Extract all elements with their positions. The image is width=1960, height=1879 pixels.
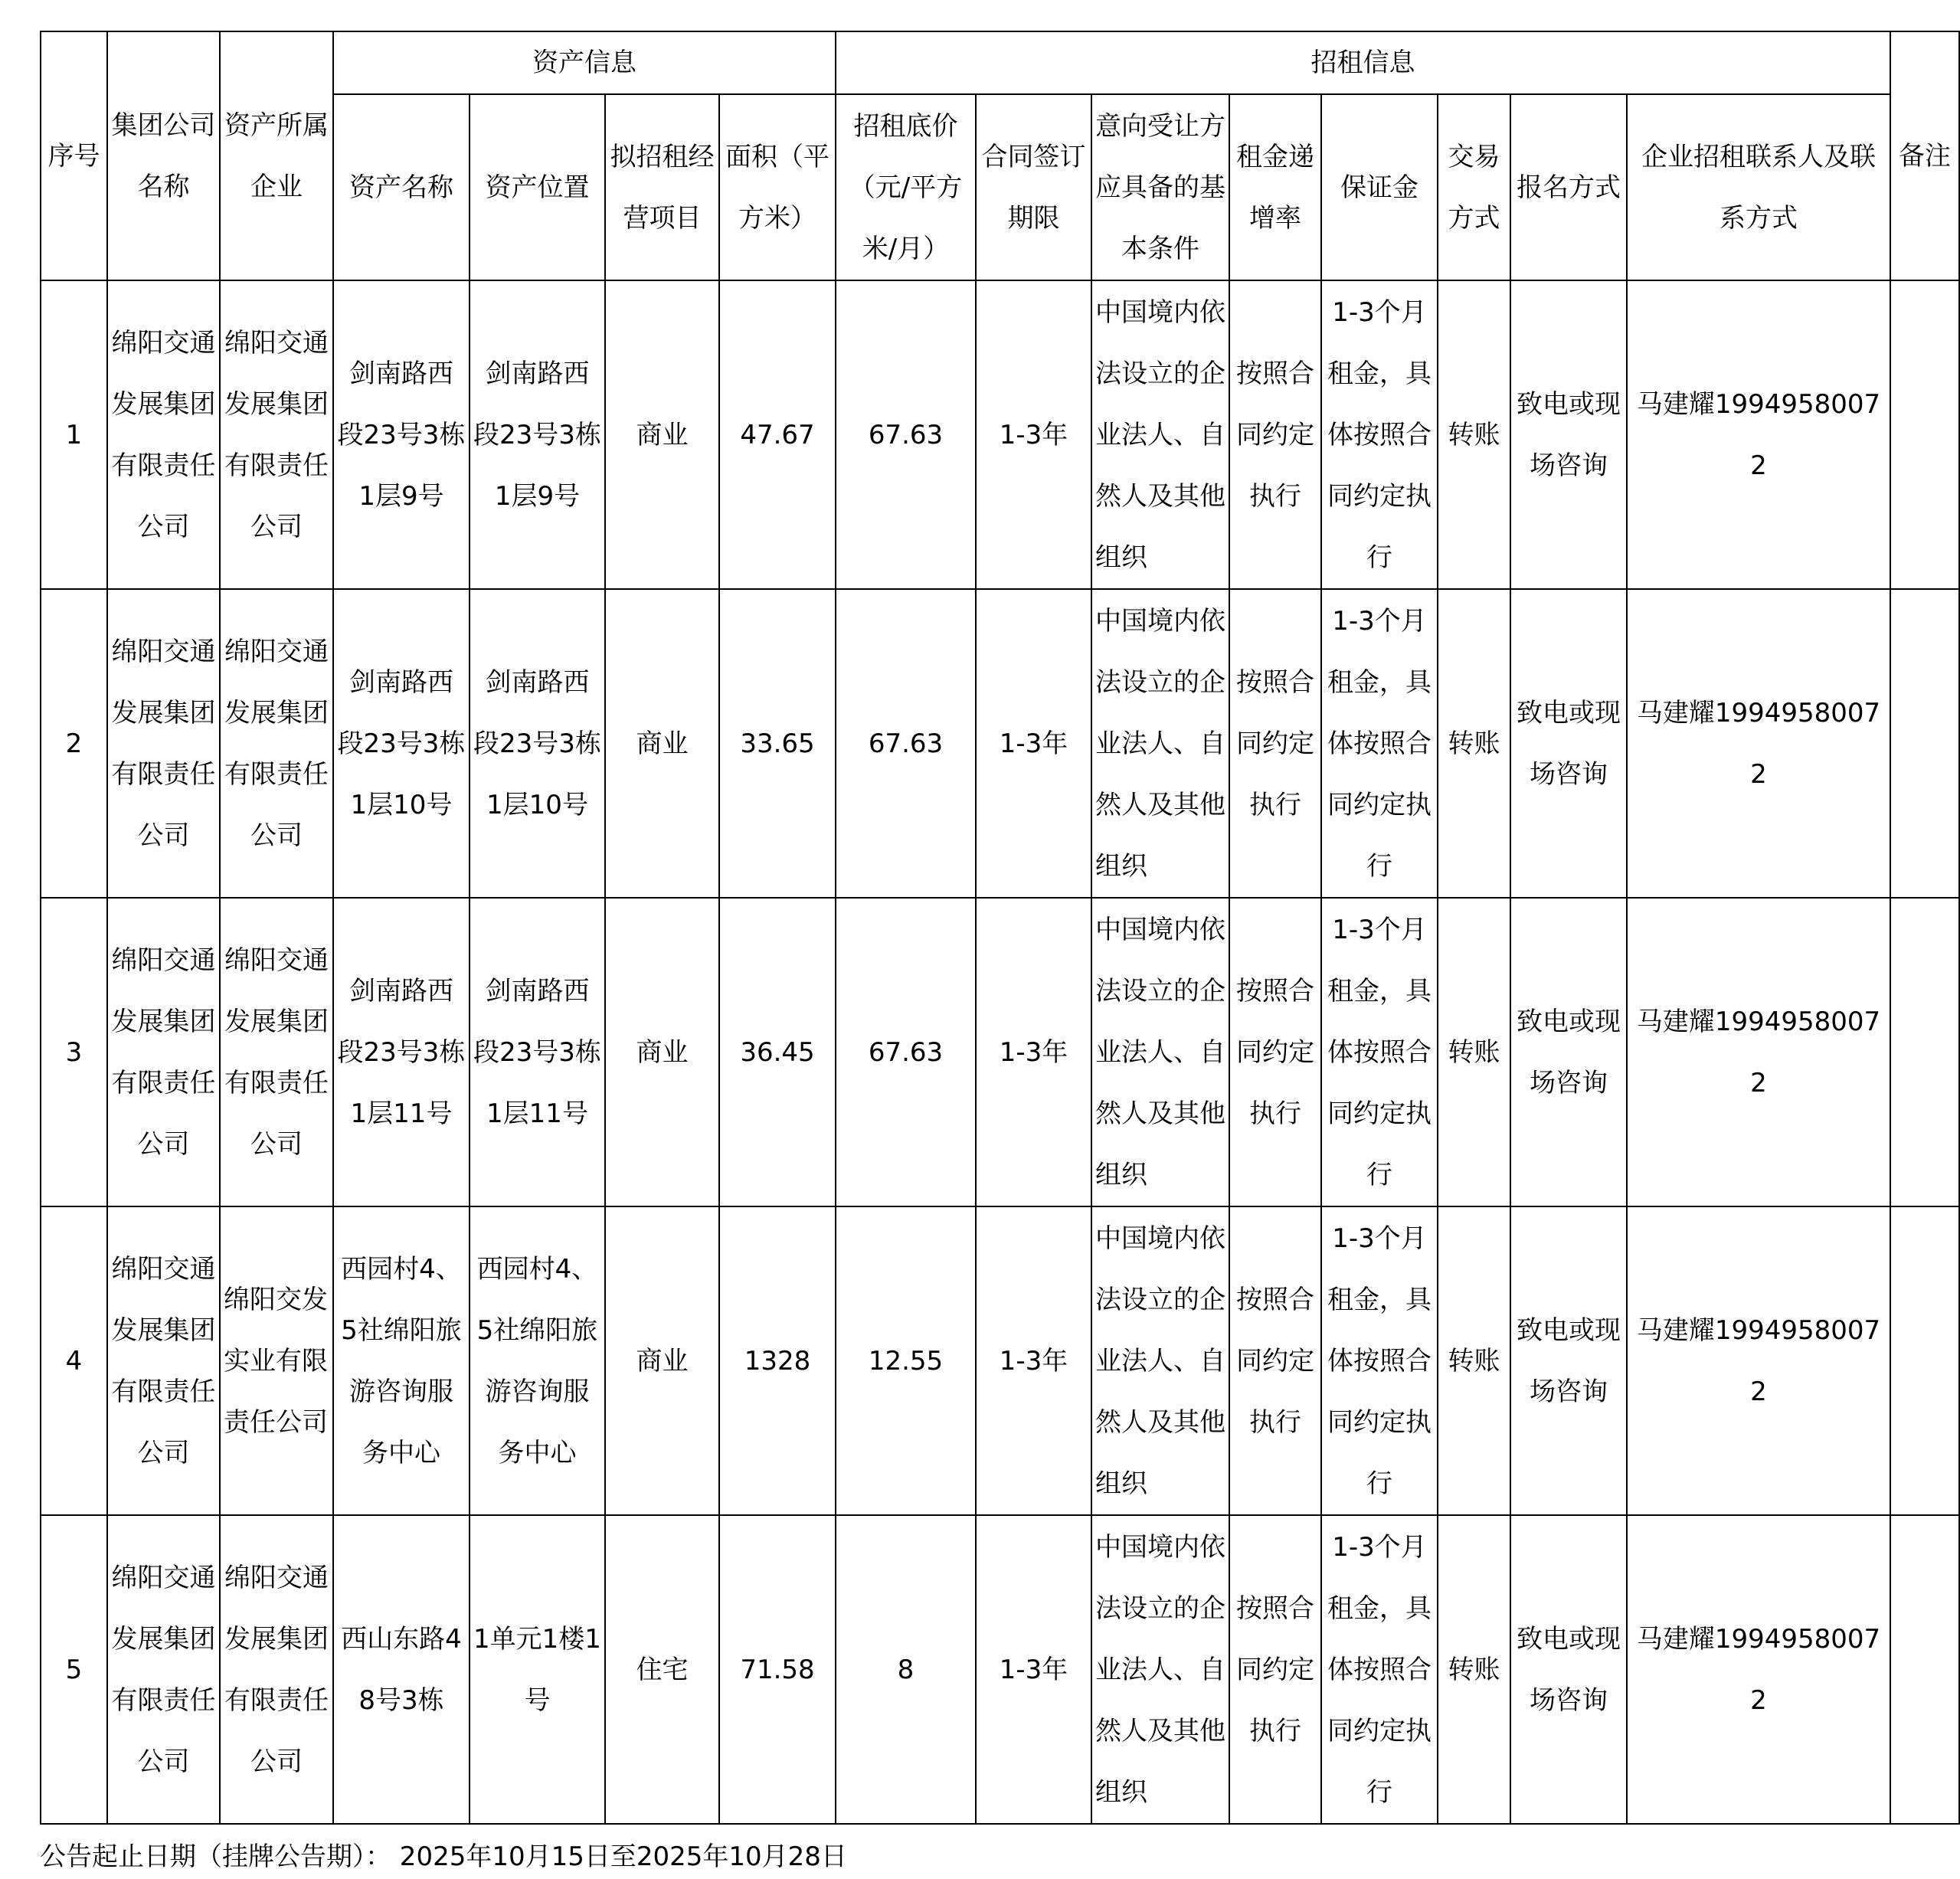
asset-owner-cell: 绵阳交发实业有限责任公司 — [220, 1206, 333, 1515]
remark-cell — [1890, 280, 1959, 589]
asset-location-cell: 剑南路西段23号3栋1层10号 — [470, 589, 605, 898]
rent-increase-cell: 按照合同约定执行 — [1229, 1206, 1321, 1515]
header-rent-increase: 租金递增率 — [1229, 94, 1321, 280]
deposit-cell: 1-3个月租金，具体按照合同约定执行 — [1321, 280, 1438, 589]
table-row — [41, 1515, 1959, 1824]
seq-cell: 5 — [41, 1515, 107, 1824]
group-company-cell: 绵阳交通发展集团有限责任公司 — [107, 898, 220, 1206]
asset-name-cell: 西山东路48号3栋 — [333, 1515, 470, 1824]
transaction-cell: 转账 — [1438, 1206, 1510, 1515]
contract-term-cell: 1-3年 — [976, 1206, 1091, 1515]
contract-term-cell: 1-3年 — [976, 589, 1091, 898]
lease-table — [40, 31, 1960, 1825]
group-company-cell: 绵阳交通发展集团有限责任公司 — [107, 589, 220, 898]
asset-owner-cell: 绵阳交通发展集团有限责任公司 — [220, 589, 333, 898]
conditions-cell: 中国境内依法设立的企业法人、自然人及其他组织 — [1091, 280, 1229, 589]
contract-term-cell: 1-3年 — [976, 898, 1091, 1206]
header-asset-owner: 资产所属企业 — [220, 31, 333, 280]
asset-location-cell: 西园村4、5社绵阳旅游咨询服务中心 — [470, 1206, 605, 1515]
transaction-cell: 转账 — [1438, 1515, 1510, 1824]
table-row — [41, 1206, 1959, 1515]
header-reserve-price: 招租底价（元/平方米/月） — [836, 94, 976, 280]
business-item-cell: 住宅 — [605, 1515, 719, 1824]
table-row — [41, 589, 1959, 898]
seq-cell: 2 — [41, 589, 107, 898]
group-company-cell: 绵阳交通发展集团有限责任公司 — [107, 1206, 220, 1515]
deposit-cell: 1-3个月租金，具体按照合同约定执行 — [1321, 898, 1438, 1206]
area-cell: 33.65 — [719, 589, 836, 898]
conditions-cell: 中国境内依法设立的企业法人、自然人及其他组织 — [1091, 898, 1229, 1206]
registration-cell: 致电或现场咨询 — [1510, 589, 1627, 898]
asset-owner-cell: 绵阳交通发展集团有限责任公司 — [220, 898, 333, 1206]
contract-term-cell: 1-3年 — [976, 280, 1091, 589]
remark-cell — [1890, 1206, 1959, 1515]
table-row — [41, 898, 1959, 1206]
asset-location-cell: 剑南路西段23号3栋1层11号 — [470, 898, 605, 1206]
business-item-cell: 商业 — [605, 898, 719, 1206]
table-row — [41, 280, 1959, 589]
area-cell: 71.58 — [719, 1515, 836, 1824]
business-item-cell: 商业 — [605, 589, 719, 898]
contract-term-cell: 1-3年 — [976, 1515, 1091, 1824]
asset-owner-cell: 绵阳交通发展集团有限责任公司 — [220, 280, 333, 589]
header-registration: 报名方式 — [1510, 94, 1627, 280]
contact-cell: 马建耀19949580072 — [1627, 1515, 1890, 1824]
transaction-cell: 转账 — [1438, 898, 1510, 1206]
header-remark: 备注 — [1890, 31, 1959, 280]
header-contract-term: 合同签订期限 — [976, 94, 1091, 280]
asset-location-cell: 剑南路西段23号3栋1层9号 — [470, 280, 605, 589]
group-company-cell: 绵阳交通发展集团有限责任公司 — [107, 1515, 220, 1824]
asset-name-cell: 西园村4、5社绵阳旅游咨询服务中心 — [333, 1206, 470, 1515]
rent-increase-cell: 按照合同约定执行 — [1229, 1515, 1321, 1824]
header-transaction: 交易方式 — [1438, 94, 1510, 280]
contact-cell: 马建耀19949580072 — [1627, 898, 1890, 1206]
business-item-cell: 商业 — [605, 1206, 719, 1515]
registration-cell: 致电或现场咨询 — [1510, 1206, 1627, 1515]
header-conditions: 意向受让方应具备的基本条件 — [1091, 94, 1229, 280]
contact-cell: 马建耀19949580072 — [1627, 1206, 1890, 1515]
header-seq: 序号 — [41, 31, 107, 280]
area-cell: 47.67 — [719, 280, 836, 589]
asset-name-cell: 剑南路西段23号3栋1层11号 — [333, 898, 470, 1206]
conditions-cell: 中国境内依法设立的企业法人、自然人及其他组织 — [1091, 1206, 1229, 1515]
rent-increase-cell: 按照合同约定执行 — [1229, 280, 1321, 589]
announcement-period: 公告起止日期（挂牌公告期）： 2025年10月15日至2025年10月28日 — [40, 1841, 847, 1872]
asset-location-cell: 1单元1楼1号 — [470, 1515, 605, 1824]
seq-cell: 3 — [41, 898, 107, 1206]
remark-cell — [1890, 898, 1959, 1206]
header-asset-info: 资产信息 — [333, 31, 836, 94]
area-cell: 36.45 — [719, 898, 836, 1206]
header-lease-info: 招租信息 — [836, 31, 1890, 94]
header-business-item: 拟招租经营项目 — [605, 94, 719, 280]
deposit-cell: 1-3个月租金，具体按照合同约定执行 — [1321, 589, 1438, 898]
reserve-price-cell: 67.63 — [836, 898, 976, 1206]
asset-owner-cell: 绵阳交通发展集团有限责任公司 — [220, 1515, 333, 1824]
area-cell: 1328 — [719, 1206, 836, 1515]
registration-cell: 致电或现场咨询 — [1510, 1515, 1627, 1824]
conditions-cell: 中国境内依法设立的企业法人、自然人及其他组织 — [1091, 1515, 1229, 1824]
reserve-price-cell: 8 — [836, 1515, 976, 1824]
reserve-price-cell: 67.63 — [836, 280, 976, 589]
asset-name-cell: 剑南路西段23号3栋1层9号 — [333, 280, 470, 589]
transaction-cell: 转账 — [1438, 589, 1510, 898]
header-group-company: 集团公司名称 — [107, 31, 220, 280]
contact-cell: 马建耀19949580072 — [1627, 280, 1890, 589]
registration-cell: 致电或现场咨询 — [1510, 898, 1627, 1206]
seq-cell: 1 — [41, 280, 107, 589]
header-contact: 企业招租联系人及联系方式 — [1627, 94, 1890, 280]
header-deposit: 保证金 — [1321, 94, 1438, 280]
header-asset-name: 资产名称 — [333, 94, 470, 280]
header-row-top — [41, 31, 1959, 94]
remark-cell — [1890, 589, 1959, 898]
deposit-cell: 1-3个月租金，具体按照合同约定执行 — [1321, 1515, 1438, 1824]
reserve-price-cell: 67.63 — [836, 589, 976, 898]
remark-cell — [1890, 1515, 1959, 1824]
header-area: 面积（平方米） — [719, 94, 836, 280]
reserve-price-cell: 12.55 — [836, 1206, 976, 1515]
group-company-cell: 绵阳交通发展集团有限责任公司 — [107, 280, 220, 589]
conditions-cell: 中国境内依法设立的企业法人、自然人及其他组织 — [1091, 589, 1229, 898]
table-body — [41, 31, 1959, 1824]
contact-cell: 马建耀19949580072 — [1627, 589, 1890, 898]
deposit-cell: 1-3个月租金，具体按照合同约定执行 — [1321, 1206, 1438, 1515]
seq-cell: 4 — [41, 1206, 107, 1515]
rent-increase-cell: 按照合同约定执行 — [1229, 898, 1321, 1206]
business-item-cell: 商业 — [605, 280, 719, 589]
header-asset-location: 资产位置 — [470, 94, 605, 280]
transaction-cell: 转账 — [1438, 280, 1510, 589]
asset-name-cell: 剑南路西段23号3栋1层10号 — [333, 589, 470, 898]
rent-increase-cell: 按照合同约定执行 — [1229, 589, 1321, 898]
registration-cell: 致电或现场咨询 — [1510, 280, 1627, 589]
